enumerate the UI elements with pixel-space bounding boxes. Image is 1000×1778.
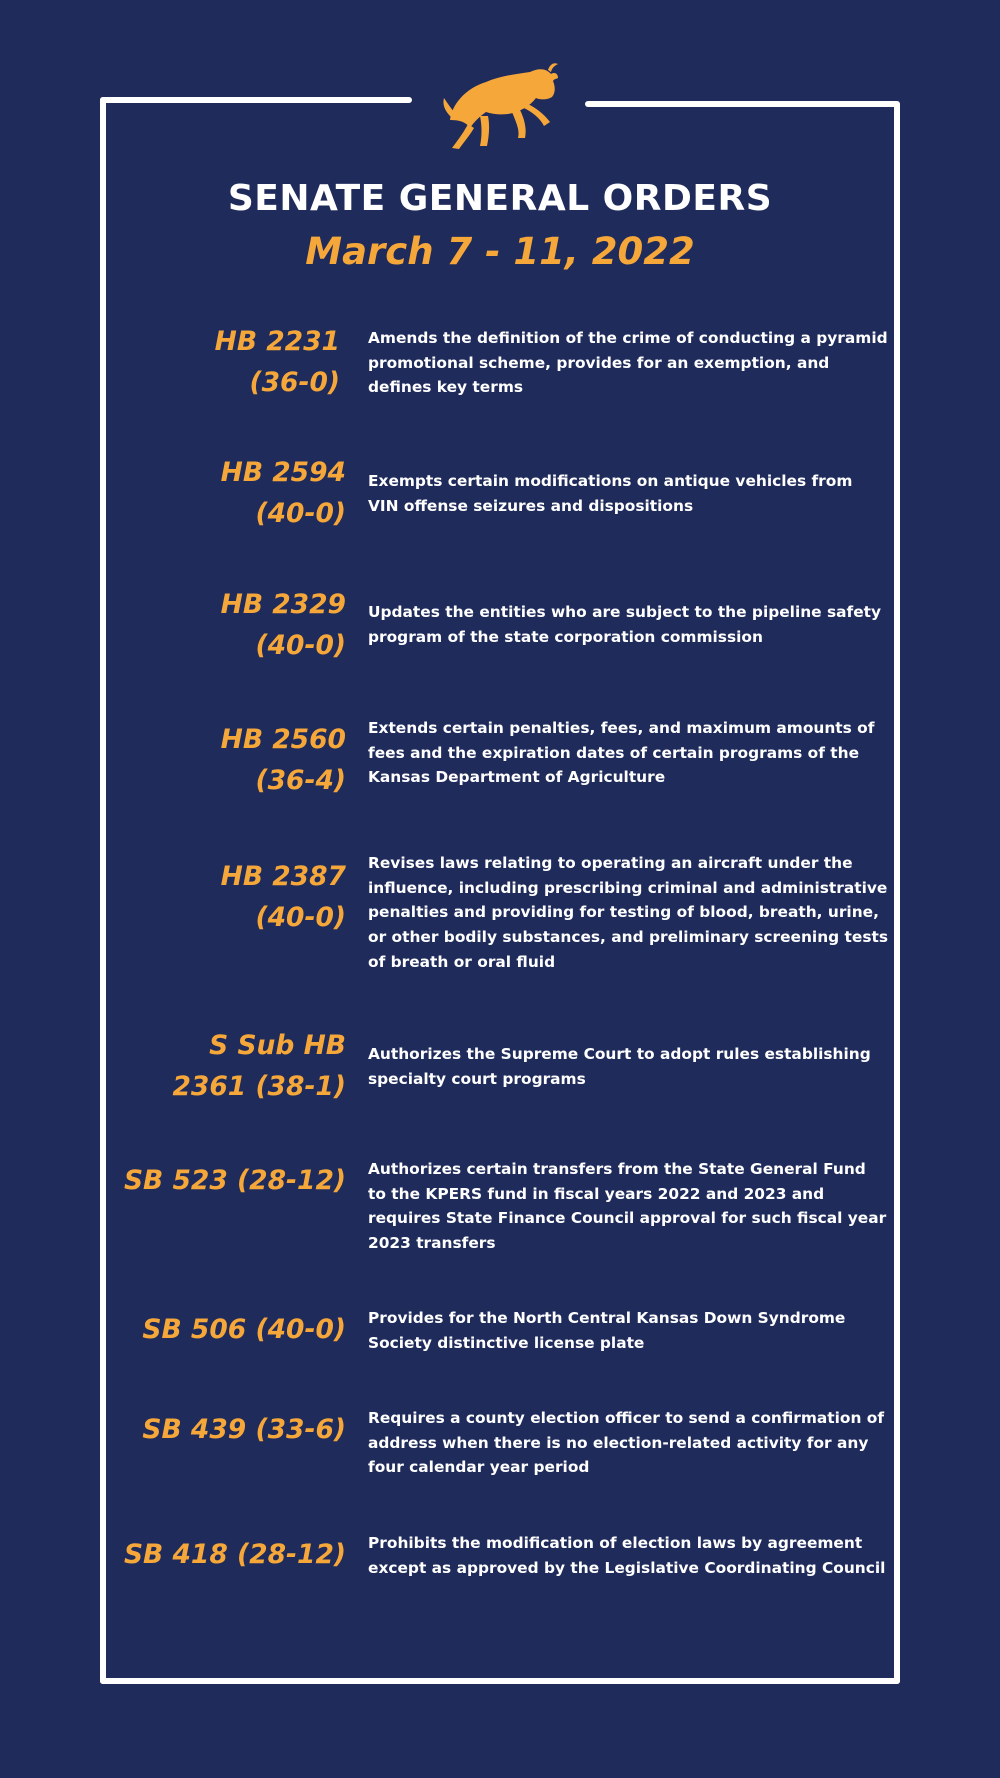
bill-id: SB 506 (40-0) xyxy=(142,1314,346,1345)
bill-id: S Sub HB 2361 (38-1) xyxy=(172,1030,346,1102)
bill-description: Revises laws relating to operating an aircraft under the influence, including prescribing criminal and administrative penalties and providing for testing of blood, breath, urine, or other bodily substances, and preliminary screening tests of breath or oral fluid xyxy=(368,854,889,971)
bill-id: HB 2560 (36-4) xyxy=(220,724,346,796)
frame-bottom-line xyxy=(100,1678,900,1684)
bill-id: HB 2594 (40-0) xyxy=(220,457,346,529)
bill-id: SB 439 (33-6) xyxy=(142,1414,346,1445)
bill-id: HB 2329 (40-0) xyxy=(220,589,346,661)
bill-description: Requires a county election officer to send a confirmation of address when there is no election-related activity for any four calendar year period xyxy=(368,1409,885,1477)
frame-left-line xyxy=(100,97,106,1684)
frame-top-left-line xyxy=(100,97,412,103)
bill-description: Extends certain penalties, fees, and maximum amounts of fees and the expiration dates of certain programs of the Kansas Department of Agriculture xyxy=(368,719,875,787)
bill-description: Updates the entities who are subject to the pipeline safety program of the state corporation commission xyxy=(368,603,882,646)
frame-top-right-line xyxy=(585,101,899,107)
bill-id: HB 2231 (36-0) xyxy=(214,326,340,398)
frame-right-line xyxy=(894,101,900,1684)
date-range: March 7 - 11, 2022 xyxy=(305,230,695,273)
bill-description: Amends the definition of the crime of conducting a pyramid promotional scheme, provides for an exemption, and defines key terms xyxy=(368,329,888,397)
bill-id: SB 418 (28-12) xyxy=(123,1539,346,1570)
bill-description: Authorizes certain transfers from the State General Fund to the KPERS fund in fiscal years 2022 and 2023 and requires State Finance Council approval for such fiscal year 2023 transfers xyxy=(368,1160,887,1253)
bill-description: Provides for the North Central Kansas Down Syndrome Society distinctive license plate xyxy=(368,1309,846,1352)
bill-description: Prohibits the modification of election laws by agreement except as approved by the Legislative Coordinating Council xyxy=(368,1534,886,1577)
bill-id: SB 523 (28-12) xyxy=(123,1165,346,1196)
bill-id: HB 2387 (40-0) xyxy=(220,861,346,933)
bison-logo-icon xyxy=(440,62,562,150)
page-title: SENATE GENERAL ORDERS xyxy=(227,178,773,219)
bill-description: Authorizes the Supreme Court to adopt rules establishing specialty court programs xyxy=(368,1045,871,1088)
bill-description: Exempts certain modifications on antique vehicles from VIN offense seizures and dispositions xyxy=(368,472,853,515)
